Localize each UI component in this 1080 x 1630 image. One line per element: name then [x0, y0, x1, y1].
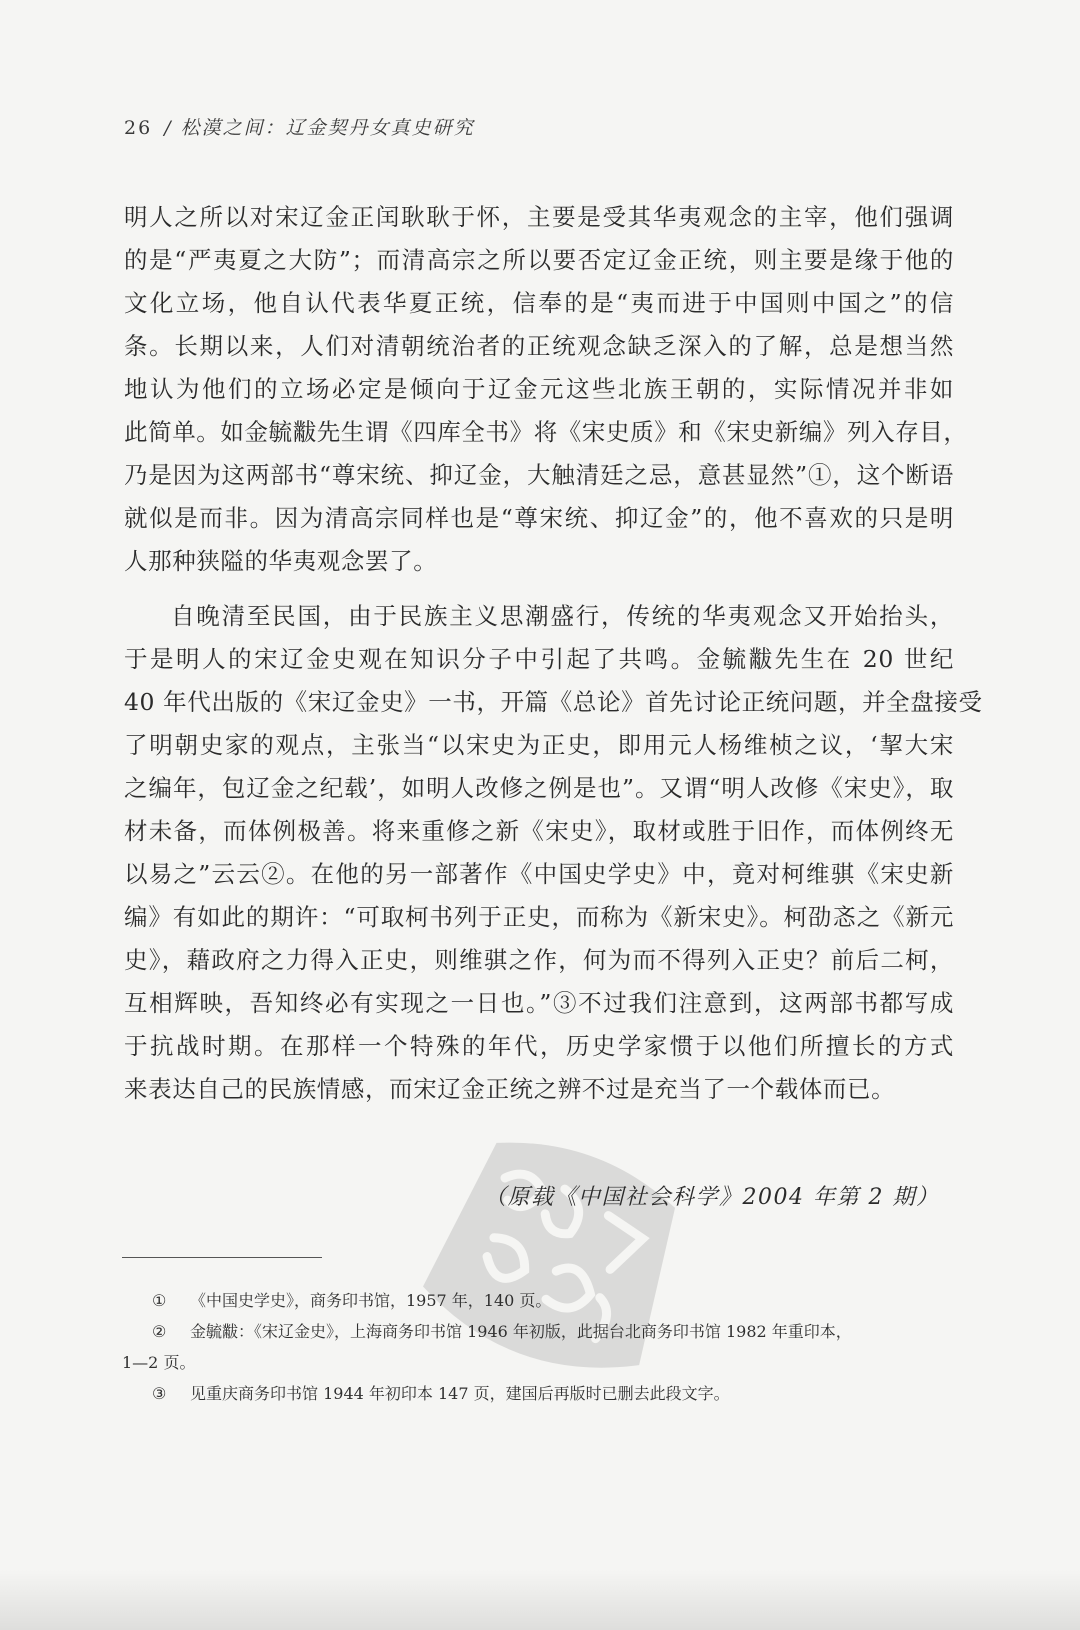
paragraph-1 [124, 196, 968, 583]
text-line: 了明朝史家的观点，主张当“以宋史为正史，即用元人杨维桢之议，‘挈大宋 [124, 731, 954, 759]
text-line: 条。长期以来，人们对清朝统治者的正统观念缺乏深入的了解，总是想当然 [124, 332, 954, 360]
footnotes [122, 1285, 952, 1409]
text-line: 编》有如此的期许：“可取柯书列于正史，而称为《新宋史》。柯劭忞之《新元 [124, 903, 954, 931]
text-line: 的是“严夷夏之大防”；而清高宗之所以要否定辽金正统，则主要是缘于他的 [124, 246, 954, 274]
footnote-rule [122, 1257, 322, 1258]
text-line: 史》，藉政府之力得入正史，则维骐之作，何为而不得列入正史？前后二柯， [124, 946, 954, 974]
text-line: 之编年，包辽金之纪载’，如明人改修之例是也”。又谓“明人改修《宋史》，取 [124, 774, 954, 802]
text-line: 于抗战时期。在那样一个特殊的年代，历史学家惯于以他们所擅长的方式 [124, 1032, 954, 1060]
footnote-2-continuation: 1—2 页。 [122, 1353, 196, 1372]
text-line: 文化立场，他自认代表华夏正统，信奉的是“夷而进于中国则中国之”的信 [124, 289, 954, 317]
text-line: 互相辉映，吾知终必有实现之一日也。”③不过我们注意到，这两部书都写成 [124, 989, 954, 1017]
paragraph-2 [124, 595, 983, 1111]
footnote-3 [122, 1378, 952, 1409]
footnote-mark: ② [152, 1322, 167, 1341]
footnote-text: 金毓黻：《宋辽金史》，上海商务印书馆 1946 年初版，此据台北商务印书馆 1982 年重印本， [190, 1322, 852, 1341]
footnote-1 [122, 1285, 952, 1316]
text-line: 乃是因为这两部书“尊宋统、抑辽金，大触清廷之忌，意甚显然”①，这个断语 [124, 461, 954, 489]
text-line: 材未备，而体例极善。将来重修之新《宋史》，取材或胜于旧作，而体例终无 [124, 817, 954, 845]
footnote-text: 《中国史学史》，商务印书馆，1957 年，140 页。 [190, 1291, 552, 1310]
body-text [124, 196, 983, 1111]
text-line: 此简单。如金毓黻先生谓《四库全书》将《宋史质》和《宋史新编》列入存目， [124, 418, 968, 446]
text-line: 人那种狭隘的华夷观念罢了。 [124, 547, 438, 575]
text-line: 自晚清至民国，由于民族主义思潮盛行，传统的华夷观念又开始抬头， [171, 602, 954, 630]
text-line: 于是明人的宋辽金史观在知识分子中引起了共鸣。金毓黻先生在 20 世纪 [124, 645, 954, 673]
text-line: 40 年代出版的《宋辽金史》一书，开篇《总论》首先讨论正统问题，并全盘接受 [124, 688, 983, 716]
text-line: 来表达自己的民族情感，而宋辽金正统之辨不过是充当了一个载体而已。 [124, 1075, 896, 1103]
footnote-mark: ① [152, 1291, 167, 1310]
text-line: 明人之所以对宋辽金正闰耿耿于怀，主要是受其华夷观念的主宰，他们强调 [124, 203, 954, 231]
text-line: 以易之”云云②。在他的另一部著作《中国史学史》中，竟对柯维骐《宋史新 [124, 860, 954, 888]
footnote-mark: ③ [152, 1384, 167, 1403]
running-header [124, 113, 475, 140]
page-number: 26 [124, 117, 153, 139]
footnote-text: 见重庆商务印书馆 1944 年初印本 147 页，建国后再版时已删去此段文字。 [190, 1384, 730, 1403]
text-line: 就似是而非。因为清高宗同样也是“尊宋统、抑辽金”的，他不喜欢的只是明 [124, 504, 954, 532]
text-line: 地认为他们的立场必定是倾向于辽金元这些北族王朝的，实际情况并非如 [124, 375, 954, 403]
source-note: （原载《中国社会科学》2004 年第 2 期） [484, 1185, 940, 1210]
footnote-2 [122, 1316, 952, 1347]
book-title: / 松漠之间：辽金契丹女真史研究 [164, 117, 475, 139]
